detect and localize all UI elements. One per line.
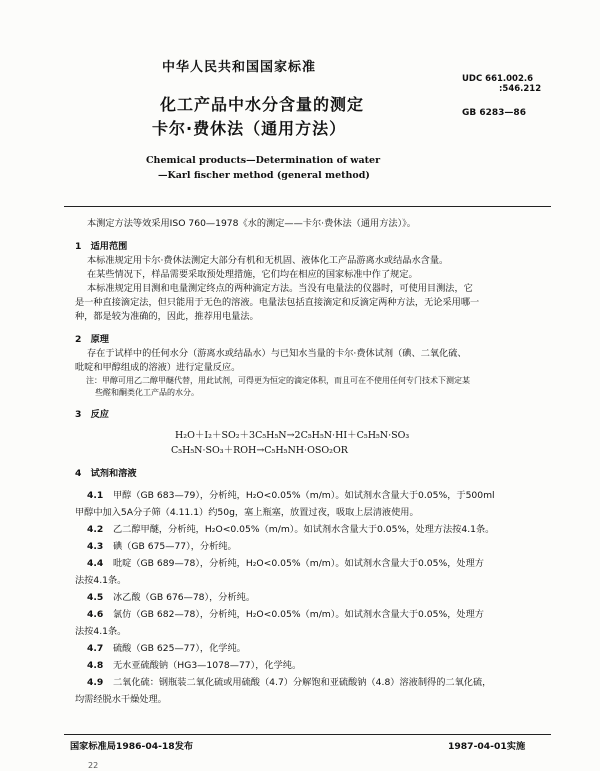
reagent-item-continuation: 法按4.1条。 [75, 575, 127, 586]
reagent-item-continuation: 法按4.1条。 [75, 626, 127, 637]
reagent-number: 4.3 [87, 541, 104, 552]
header-rule [64, 206, 551, 207]
reagent-item [75, 606, 545, 623]
udc-code [462, 74, 541, 94]
reagent-number: 4.4 [87, 558, 104, 569]
reagent-number: 4.8 [87, 660, 104, 671]
reagent-item [75, 640, 545, 657]
reagent-item-continuation: 均需经脱水干燥处理。 [75, 694, 167, 705]
reagent-item [75, 674, 545, 691]
reagent-text: 碘（GB 675—77），分析纯。 [113, 541, 237, 552]
section2-note: 注：甲醇可用乙二醇甲醚代替，用此试剂，可得更为恒定的滴定体积，而且可在不使用任何专门技术下测定某 [86, 376, 470, 385]
udc-line2: :546.212 [499, 84, 542, 94]
document-title-line1: 化工产品中水分含量的测定 [160, 95, 365, 114]
reagent-item [75, 538, 545, 555]
reagent-item [75, 487, 545, 504]
issue-date: 国家标准局1986-04-18发布 [70, 741, 194, 752]
section2-heading: 2 原理 [75, 334, 109, 345]
effective-date: 1987-04-01实施 [448, 741, 526, 752]
reagent-text: 乙二醇甲醚，分析纯，H₂O<0.05%（m/m）。如试剂水含量大于0.05%，处理方法按4.1条。 [113, 524, 495, 535]
reagent-text: 二氧化硫：钢瓶装二氧化硫或用硫酸（4.7）分解饱和亚硫酸钠（4.8）溶液制得的二氧化硫， [113, 677, 492, 688]
document-body [75, 217, 545, 708]
reagent-text: 氯仿（GB 682—78），分析纯，H₂O<0.05%（m/m）。如试剂水含量大于0.05%，处理方 [113, 609, 484, 620]
page-number: 22 [88, 761, 99, 770]
section4-heading: 4 试剂和溶液 [75, 468, 137, 479]
reagent-text: 无水亚硫酸钠（HG3—1078—77），化学纯。 [113, 660, 302, 671]
section1-paragraph: 在某些情况下，样品需要采取预处理措施，它们均在相应的国家标准中作了规定。 [87, 269, 418, 280]
section1-paragraph: 本标准规定用目测和电量测定终点的两种滴定方法。当没有电量法的仪器时，可使用目测法，它 [87, 283, 473, 294]
udc-line1: UDC 661.002.6 [462, 74, 534, 84]
section3-heading: 3 反应 [75, 409, 109, 420]
reagent-item [75, 555, 545, 572]
reagent-number: 4.7 [87, 643, 104, 654]
intro-text: 本测定方法等效采用ISO 760—1978《水的测定——卡尔·费休法（通用方法）》。 [87, 218, 416, 229]
section1-paragraph: 是一种直接滴定法，但只能用于无色的溶液。电量法包括直接滴定和反滴定两种方法，无论采用哪一 [75, 297, 480, 308]
reagent-text: 吡啶（GB 689—78），分析纯，H₂O<0.05%（m/m）。如试剂水含量大于0.05%，处理方 [113, 558, 484, 569]
reagent-number: 4.2 [87, 524, 104, 535]
reagent-number: 4.1 [87, 490, 104, 501]
english-title-line2: —Karl fischer method (general method) [158, 170, 370, 181]
reaction-equation-1: H₂O＋I₂＋SO₂＋3C₅H₅N→2C₅H₅N·HI＋C₅H₅N·SO₃ [175, 430, 410, 441]
reagent-item [75, 657, 545, 674]
document-title-line2: 卡尔·费休法（通用方法） [152, 119, 347, 138]
reagent-text: 甲醇（GB 683—79），分析纯，H₂O<0.05%（m/m）。如试剂水含量大于0.05%，于500ml [113, 490, 495, 501]
reagent-item [75, 589, 545, 606]
section2-note: 些醛和酮类化工产品的水分。 [95, 388, 199, 397]
section1-paragraph: 种，都是较为准确的，因此，推荐用电量法。 [75, 311, 259, 322]
section2-paragraph: 吡啶和甲醇组成的溶液）进行定量反应。 [75, 362, 241, 373]
reagent-item [75, 521, 545, 538]
footer-rule [64, 734, 551, 735]
reaction-equation-2: C₅H₅N·SO₃＋ROH→C₅H₅NH·OSO₂OR [171, 445, 348, 456]
section1-heading: 1 适用范围 [75, 241, 128, 252]
reagent-item-continuation: 甲醇中加入5A分子筛（4.11.1）约50g，塞上瓶塞，放置过夜，吸取上层清液使用。 [75, 507, 419, 518]
reagent-number: 4.6 [87, 609, 104, 620]
reagent-list [75, 487, 545, 708]
gb-number: GB 6283—86 [462, 108, 526, 118]
section1-paragraph: 本标准规定用卡尔·费休法测定大部分有机和无机固、液体化工产品游离水或结晶水含量。 [87, 255, 449, 266]
english-title-line1: Chemical products—Determination of water [146, 155, 381, 166]
section2-paragraph: 存在于试样中的任何水分（游离水或结晶水）与已知水当量的卡尔·费休试剂（碘、二氧化硫、 [87, 348, 467, 359]
reagent-number: 4.5 [87, 592, 104, 603]
standard-name: 中华人民共和国国家标准 [162, 60, 317, 75]
reagent-number: 4.9 [87, 677, 104, 688]
reagent-text: 冰乙酸（GB 676—78），分析纯。 [113, 592, 256, 603]
reagent-text: 硫酸（GB 625—77），化学纯。 [113, 643, 246, 654]
